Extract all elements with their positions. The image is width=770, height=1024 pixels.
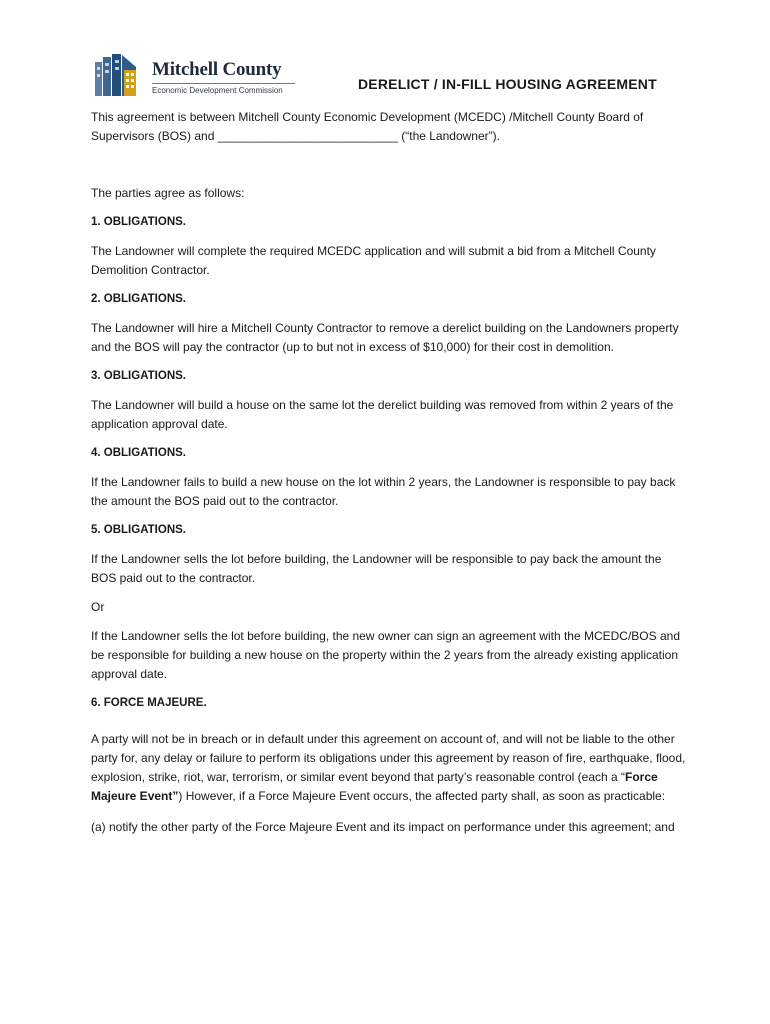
logo-divider bbox=[152, 83, 295, 84]
section-1-heading: 1. OBLIGATIONS. bbox=[91, 216, 186, 228]
document-title: DERELICT / IN-FILL HOUSING AGREEMENT bbox=[358, 76, 657, 92]
section-5-or: Or bbox=[91, 600, 105, 614]
force-majeure-text-cont: ) However, if a Force Majeure Event occurs, the affected party shall, as soon as practicable: bbox=[178, 789, 666, 803]
force-majeure-text: A party will not be in breach or in default under this agreement on account of, and will not be liable to the other party for, any delay or failure to perform its obligations under this agreement by reason of fire, earthquake, flood, explosion, strike, riot, war, terrorism, or similar event beyond that party’s reasonable control (each a “ bbox=[91, 732, 686, 784]
section-4-heading: 4. OBLIGATIONS. bbox=[91, 447, 186, 459]
section-3-paragraph: The Landowner will build a house on the same lot the derelict building was removed from within 2 years of the application approval date. bbox=[91, 398, 674, 431]
building-logo-icon bbox=[94, 53, 146, 97]
logo-name: Mitchell County bbox=[152, 59, 282, 80]
force-majeure-item-a: (a) notify the other party of the Force Majeure Event and its impact on performance under this agreement; and bbox=[91, 820, 675, 834]
section-4-paragraph: If the Landowner fails to build a new house on the lot within 2 years, the Landowner is responsible to pay back the amount the BOS paid out to the contractor. bbox=[91, 475, 676, 508]
section-2-heading: 2. OBLIGATIONS. bbox=[91, 293, 186, 305]
section-5-alternative: If the Landowner sells the lot before building, the new owner can sign an agreement with the MCEDC/BOS and be responsible for building a new house on the property within the 2 years from the already existing application approval date. bbox=[91, 629, 681, 681]
agreement-body bbox=[91, 108, 686, 837]
intro-paragraph: This agreement is between Mitchell County Economic Development (MCEDC) /Mitchell County Board of Supervisors (BOS) and ___________________________ (“the Landowner”). bbox=[91, 110, 644, 143]
section-3-heading: 3. OBLIGATIONS. bbox=[91, 370, 186, 382]
section-6-heading: 6. FORCE MAJEURE. bbox=[91, 697, 207, 709]
section-5-heading: 5. OBLIGATIONS. bbox=[91, 524, 186, 536]
section-1-paragraph: The Landowner will complete the required MCEDC application and will submit a bid from a Mitchell County Demolition Contractor. bbox=[91, 244, 656, 277]
logo-subtitle: Economic Development Commission bbox=[152, 86, 283, 95]
parties-agree-text: The parties agree as follows: bbox=[91, 186, 245, 200]
mitchell-county-logo bbox=[94, 53, 304, 99]
section-2-paragraph: The Landowner will hire a Mitchell County Contractor to remove a derelict building on the Landowners property and the BOS will pay the contractor (up to but not in excess of $10,000) for their cost in demolition. bbox=[91, 321, 679, 354]
force-majeure-term: Force Majeure Event” bbox=[91, 770, 658, 803]
section-5-paragraph: If the Landowner sells the lot before building, the Landowner will be responsible to pay back the amount the BOS paid out to the contractor. bbox=[91, 552, 662, 585]
force-majeure-paragraph bbox=[91, 730, 686, 806]
